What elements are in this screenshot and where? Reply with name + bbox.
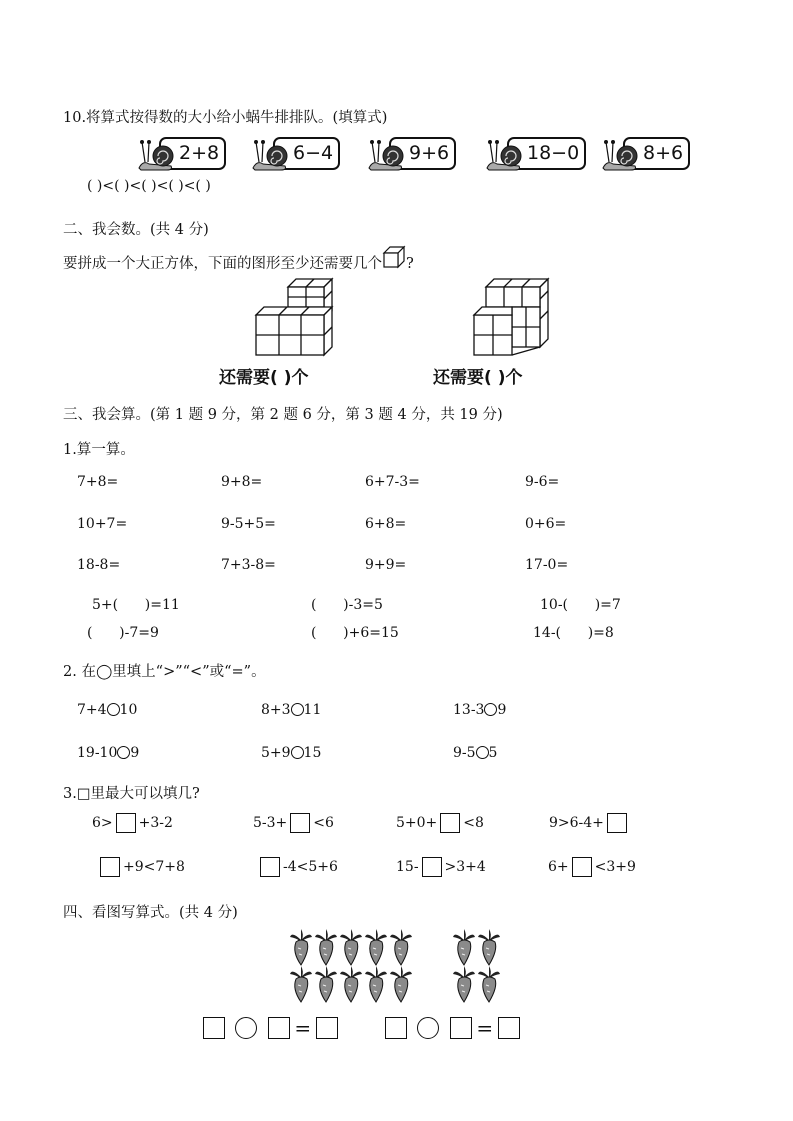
- sec3-title: 三、我会算。(第 1 题 9 分，第 2 题 6 分，第 3 题 4 分，共 19 分): [63, 407, 503, 423]
- sec3-q3-title: 3.□里最大可以填几?: [63, 786, 200, 802]
- fill-blank-item[interactable]: 10-( )=7: [540, 597, 621, 613]
- calc-item[interactable]: 9+9=: [365, 557, 407, 573]
- answer-circle[interactable]: [235, 1017, 257, 1039]
- compare-left: 19-10: [77, 745, 118, 761]
- answer-box[interactable]: [450, 1017, 472, 1039]
- sec2-question-end: ?: [406, 256, 414, 272]
- sec2-title: 二、我会数。(共 4 分): [63, 222, 209, 238]
- answer-box[interactable]: [385, 1017, 407, 1039]
- fill-blank-item[interactable]: ( )-3=5: [311, 597, 383, 613]
- carrot-icon: [363, 965, 389, 1003]
- compare-item: [453, 745, 497, 761]
- equals-sign: =: [294, 1016, 312, 1040]
- answer-box[interactable]: [422, 857, 442, 877]
- box-suffix: <8: [463, 815, 484, 831]
- compare-circle[interactable]: [107, 703, 120, 716]
- box-suffix: +3-2: [138, 815, 173, 831]
- snail-expression[interactable]: 9+6: [389, 137, 456, 170]
- carrot-icon: [451, 965, 477, 1003]
- sec4-title: 四、看图写算式。(共 4 分): [63, 905, 238, 921]
- sec2-question: [63, 251, 414, 273]
- compare-item: [261, 702, 321, 718]
- calc-item[interactable]: 0+6=: [525, 516, 567, 532]
- box-item: [97, 857, 185, 877]
- compare-left: 7+4: [77, 702, 107, 718]
- compare-left: 13-3: [453, 702, 485, 718]
- box-prefix: 5+0+: [396, 815, 438, 831]
- calc-item[interactable]: 9+8=: [221, 474, 263, 490]
- fill-blank-item[interactable]: ( )+6=15: [311, 625, 399, 641]
- snail-icon: [601, 134, 641, 174]
- carrot-icon: [313, 965, 339, 1003]
- compare-right: 10: [119, 702, 138, 718]
- calc-item[interactable]: 7+8=: [77, 474, 119, 490]
- box-item: [549, 813, 630, 833]
- equation-left: [203, 1016, 338, 1040]
- compare-right: 11: [303, 702, 322, 718]
- q10-title: 10.将算式按得数的大小给小蜗牛排排队。(填算式): [63, 110, 388, 126]
- cube-stack-left-figure: [250, 275, 340, 360]
- fill-blank-item[interactable]: 5+( )=11: [92, 597, 180, 613]
- box-suffix: -4<5+6: [283, 859, 338, 875]
- compare-left: 5+9: [261, 745, 291, 761]
- calc-item[interactable]: 9-5+5=: [221, 516, 276, 532]
- answer-box[interactable]: [440, 813, 460, 833]
- carrot-icon: [476, 928, 502, 966]
- box-item: [253, 813, 334, 833]
- carrot-icon: [476, 965, 502, 1003]
- calc-item[interactable]: 18-8=: [77, 557, 121, 573]
- box-prefix: 5-3+: [253, 815, 288, 831]
- snail-expression[interactable]: 2+8: [159, 137, 226, 170]
- cube-stack-right-figure: [468, 275, 558, 360]
- answer-box[interactable]: [290, 813, 310, 833]
- sec3-q2-title: 2. 在◯里填上“>”“<”或“=”。: [63, 664, 266, 680]
- answer-box[interactable]: [203, 1017, 225, 1039]
- answer-box[interactable]: [607, 813, 627, 833]
- q10-answer-row[interactable]: ( )<( )<( )<( )<( ): [87, 178, 211, 194]
- snail-icon: [485, 134, 525, 174]
- answer-circle[interactable]: [417, 1017, 439, 1039]
- answer-label-right[interactable]: 还需要( )个: [433, 368, 523, 388]
- box-prefix: 15-: [396, 859, 419, 875]
- box-prefix: 9>6-4+: [549, 815, 604, 831]
- answer-box[interactable]: [116, 813, 136, 833]
- box-prefix: 6>: [92, 815, 113, 831]
- answer-box[interactable]: [316, 1017, 338, 1039]
- box-item: [92, 813, 173, 833]
- snail-expression[interactable]: 6−4: [273, 137, 340, 170]
- compare-item: [77, 702, 137, 718]
- carrot-icon: [313, 928, 339, 966]
- carrot-icon: [288, 928, 314, 966]
- compare-circle[interactable]: [291, 746, 304, 759]
- calc-item[interactable]: 10+7=: [77, 516, 128, 532]
- box-suffix: +9<7+8: [123, 859, 185, 875]
- box-item: [548, 857, 636, 877]
- carrot-icon: [388, 928, 414, 966]
- compare-circle[interactable]: [484, 703, 497, 716]
- answer-box[interactable]: [268, 1017, 290, 1039]
- carrot-icon: [338, 965, 364, 1003]
- snail-icon: [367, 134, 407, 174]
- answer-box[interactable]: [260, 857, 280, 877]
- small-cube-icon: [382, 251, 406, 271]
- compare-left: 8+3: [261, 702, 291, 718]
- carrot-icon: [363, 928, 389, 966]
- box-prefix: 6+: [548, 859, 569, 875]
- carrot-icon: [288, 965, 314, 1003]
- box-suffix: <6: [313, 815, 334, 831]
- calc-item[interactable]: 9-6=: [525, 474, 560, 490]
- answer-box[interactable]: [572, 857, 592, 877]
- snail-expression[interactable]: 8+6: [623, 137, 690, 170]
- calc-item[interactable]: 17-0=: [525, 557, 569, 573]
- compare-circle[interactable]: [117, 746, 130, 759]
- carrot-icon: [388, 965, 414, 1003]
- calc-item[interactable]: 7+3-8=: [221, 557, 276, 573]
- compare-left: 9-5: [453, 745, 476, 761]
- compare-right: 9: [497, 702, 507, 718]
- snail-icon: [137, 134, 177, 174]
- box-suffix: <3+9: [594, 859, 636, 875]
- compare-circle[interactable]: [476, 746, 489, 759]
- answer-label-left[interactable]: 还需要( )个: [219, 368, 309, 388]
- fill-blank-item[interactable]: ( )-7=9: [87, 625, 159, 641]
- calc-item[interactable]: 6+8=: [365, 516, 407, 532]
- answer-box[interactable]: [498, 1017, 520, 1039]
- compare-item: [261, 745, 321, 761]
- compare-right: 5: [488, 745, 498, 761]
- box-item: [396, 857, 486, 877]
- box-item: [396, 813, 484, 833]
- calc-item[interactable]: 6+7-3=: [365, 474, 420, 490]
- box-suffix: >3+4: [444, 859, 486, 875]
- sec2-question-text: 要拼成一个大正方体，下面的图形至少还需要几个: [63, 256, 382, 272]
- answer-box[interactable]: [100, 857, 120, 877]
- snail-icon: [251, 134, 291, 174]
- compare-circle[interactable]: [291, 703, 304, 716]
- compare-item: [77, 745, 139, 761]
- compare-item: [453, 702, 506, 718]
- fill-blank-item[interactable]: 14-( )=8: [533, 625, 614, 641]
- equals-sign: =: [476, 1016, 494, 1040]
- compare-right: 9: [130, 745, 140, 761]
- box-item: [257, 857, 338, 877]
- snail-expression[interactable]: 18−0: [507, 137, 586, 170]
- carrot-icon: [338, 928, 364, 966]
- compare-right: 15: [303, 745, 322, 761]
- equation-right: [385, 1016, 520, 1040]
- carrot-icon: [451, 928, 477, 966]
- sec3-q1-title: 1.算一算。: [63, 442, 135, 458]
